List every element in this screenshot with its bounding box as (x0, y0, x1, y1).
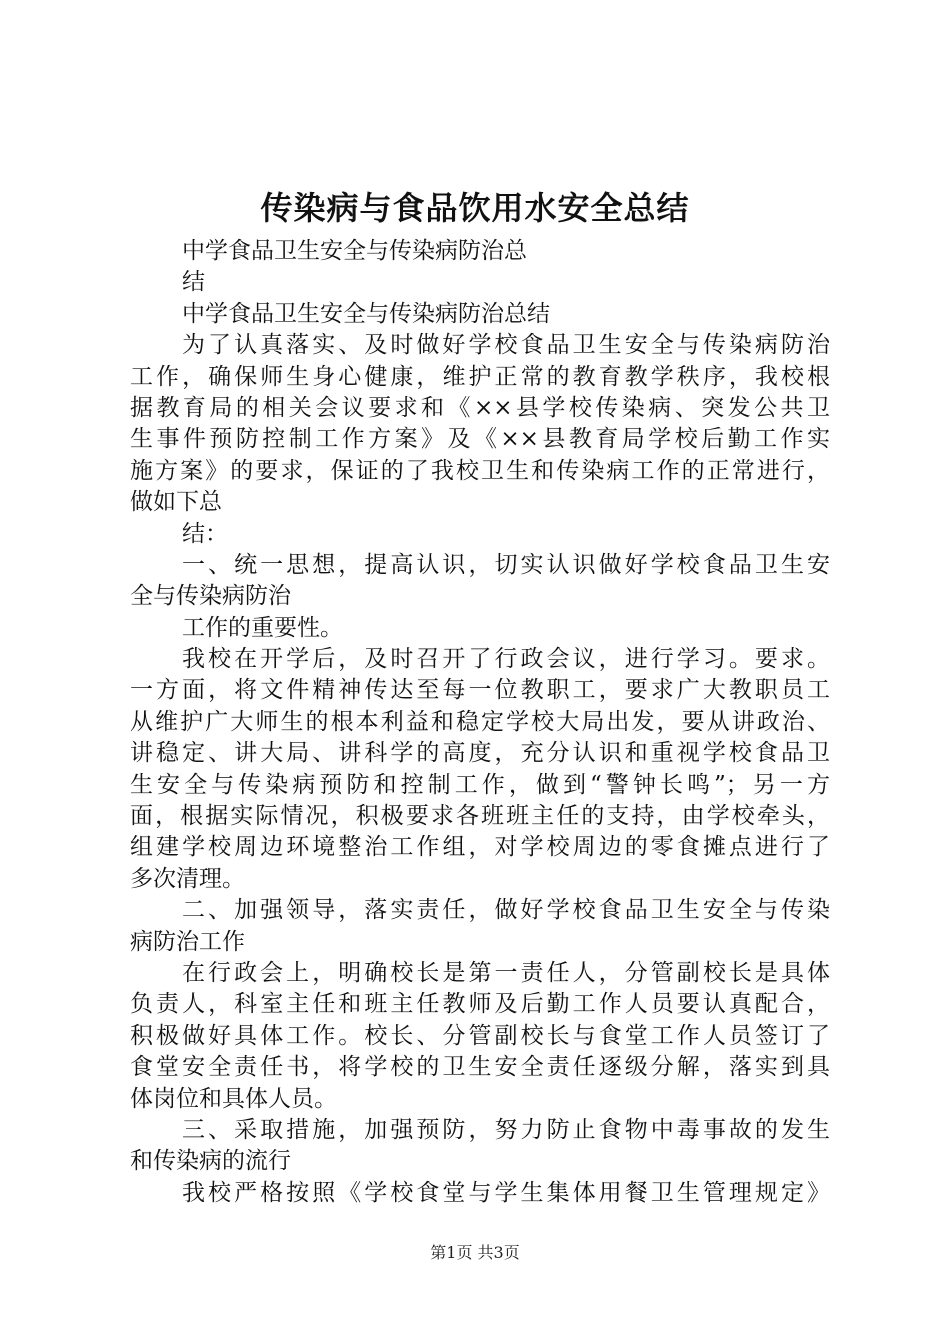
text-line: 全与传染病防治 (130, 583, 291, 610)
page-footer: 第1页 共3页 (430, 1243, 520, 1262)
text-line: 食堂安全责任书，将学校的卫生安全责任逐级分解，落实到具 (130, 1054, 830, 1081)
text-line: 负责人，科室主任和班主任教师及后勤工作人员要认真配合， (130, 991, 830, 1018)
text-line: 病防治工作 (130, 928, 245, 955)
text-line: 积极做好具体工作。校长、分管副校长与食堂工作人员签订了 (130, 1022, 830, 1049)
text-line: 生事件预防控制工作方案》及《××县教育局学校后勤工作实 (130, 426, 830, 453)
page-title: 传染病与食品饮用水安全总结 (260, 189, 690, 227)
text-line: 做如下总 (130, 489, 222, 516)
text-line: 我校严格按照《学校食堂与学生集体用餐卫生管理规定》 (182, 1179, 830, 1206)
text-line: 和传染病的流行 (130, 1148, 291, 1175)
text-line: 据教育局的相关会议要求和《××县学校传染病、突发公共卫 (130, 394, 830, 421)
text-line: 一方面，将文件精神传达至每一位教职工，要求广大教职员工 (130, 677, 830, 704)
text-line: 我校在开学后，及时召开了行政会议，进行学习。要求。 (182, 646, 830, 673)
text-line: 一、统一思想，提高认识，切实认识做好学校食品卫生安 (182, 551, 830, 578)
text-line: 讲稳定、讲大局、讲科学的高度，充分认识和重视学校食品卫 (130, 740, 830, 767)
text-line: 多次清理。 (130, 865, 245, 892)
text-line: 面，根据实际情况，积极要求各班班主任的支持，由学校牵头， (130, 803, 830, 830)
text-line: 生安全与传染病预防和控制工作，做到“警钟长鸣”；另一方 (130, 771, 830, 798)
text-line: 结： (182, 520, 228, 547)
text-line: 为了认真落实、及时做好学校食品卫生安全与传染病防治 (182, 332, 830, 359)
text-line: 工作，确保师生身心健康，维护正常的教育教学秩序，我校根 (130, 363, 830, 390)
text-line: 从维护广大师生的根本利益和稳定学校大局出发，要从讲政治、 (130, 708, 830, 735)
text-line: 工作的重要性。 (182, 614, 343, 641)
text-line: 组建学校周边环境整治工作组，对学校周边的零食摊点进行了 (130, 834, 830, 861)
text-line: 二、加强领导，落实责任，做好学校食品卫生安全与传染 (182, 897, 830, 924)
document-body (130, 236, 830, 1209)
text-line: 施方案》的要求，保证的了我校卫生和传染病工作的正常进行， (130, 457, 830, 484)
text-line: 在行政会上，明确校长是第一责任人，分管副校长是具体 (182, 959, 830, 986)
text-line: 三、采取措施，加强预防，努力防止食物中毒事故的发生 (182, 1116, 830, 1143)
text-line: 中学食品卫生安全与传染病防治总 (182, 238, 527, 264)
text-line: 中学食品卫生安全与传染病防治总结 (182, 300, 550, 327)
text-line: 体岗位和具体人员。 (130, 1085, 337, 1112)
text-line: 结 (182, 269, 205, 296)
